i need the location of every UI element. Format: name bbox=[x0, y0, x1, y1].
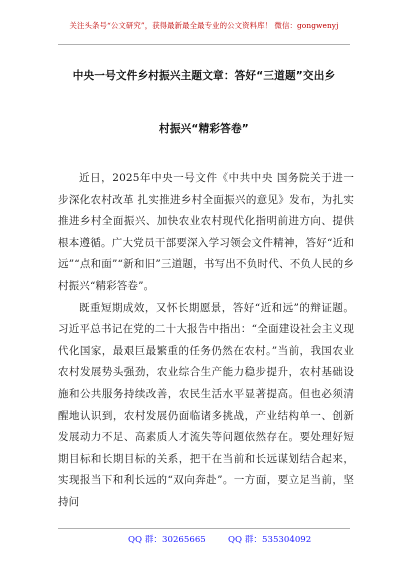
document-title-line-1: 中央一号文件乡村振兴主题文章：答好“三道题”交出乡 bbox=[72, 70, 336, 82]
footer-divider bbox=[58, 528, 350, 529]
header-banner: 关注头条号“公文研究”，获得最新最全最专业的公文资料库！ 微信：gongwenyj bbox=[69, 21, 339, 30]
body-paragraph: 既重短期成效，又怀长期愿景，答好“近和远”的辩证题。习近平总书记在党的二十大报告中指出：“全面建设社会主义现代化国家，最艰巨最繁重的任务仍然在农村。”当前，我国农业农村发展势头强劲，农业综合生产能力稳步提升，农村基础设施和公共服务持续改善，农民生活水平显著提高。但也必须清醒地认识到，农村发展仍面临诸多挑战，产业结构单一、创新发展动力不足、高素质人才流失等问题依然存在。要处理好短期目标和长期目标的关系，把干在当前和长远谋划结合起来，实现报当下和利长远的“双向奔赴”。一方面，要立足当前，坚持问 bbox=[58, 301, 354, 508]
header-divider bbox=[58, 44, 350, 45]
footer-qq-group-right: QQ 群：535304092 bbox=[228, 535, 312, 545]
document-body bbox=[58, 168, 354, 514]
footer-qq-group-left: QQ 群：30265665 bbox=[128, 535, 206, 545]
document-title-line-2: 村振兴“精彩答卷” bbox=[159, 123, 249, 135]
body-paragraph: 近日，2025年中央一号文件《中共中央 国务院关于进一步深化农村改革 扎实推进乡村全面振兴的意见》发布，为扎实推进乡村全面振兴、加快农业农村现代化指明前进方向、提供根本遵循。广大党员干部要深入学习领会文件精神，答好“近和远”“点和面”“新和旧”三道题，书写出不负时代、不负人民的乡村振兴“精彩答卷”。 bbox=[58, 172, 354, 292]
